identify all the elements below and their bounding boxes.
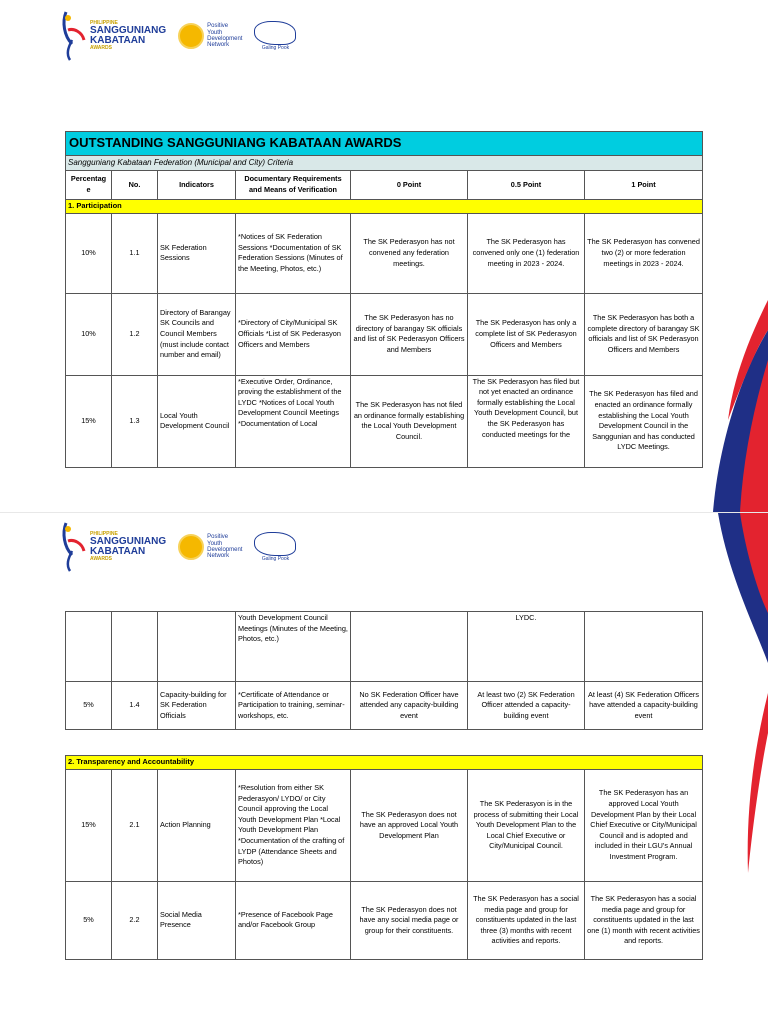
- galing-pook-logo: [254, 532, 296, 562]
- indicator-cell: Directory of Barangay SK Councils and Council Members (must include contact number and email): [158, 293, 236, 375]
- indicator-cell: Social Media Presence: [158, 881, 236, 959]
- criteria-table-continued: [65, 611, 703, 730]
- logo-bar: [60, 521, 296, 573]
- number-cell: 1.2: [112, 293, 158, 375]
- logo-line-1: SANGGUNIANG: [90, 536, 167, 547]
- sun-icon: [178, 534, 204, 560]
- document-subtitle: Sangguniang Kabataan Federation (Municipal and City) Criteria: [66, 155, 703, 170]
- indicator-cell: Local Youth Development Council: [158, 375, 236, 467]
- col-header: 1 Point: [585, 170, 703, 199]
- sk-star-icon: [60, 10, 86, 62]
- half-point-cell: At least two (2) SK Federation Officer attended a capacity- building event: [468, 682, 585, 730]
- one-point-cell: The SK Pederasyon has filed and enacted an ordinance formally establishing the Local Youth Development Council in the Sanggunian and has conducted LYDC Meetings.: [585, 375, 703, 467]
- pydn-logo: [178, 23, 242, 49]
- zero-point-cell: The SK Pederasyon has not filed an ordinance formally establishing the Local Youth Development Council.: [351, 375, 468, 467]
- number-cell: 2.2: [112, 881, 158, 959]
- col-header: 0 Point: [351, 170, 468, 199]
- logo-line-1: SANGGUNIANG: [90, 25, 167, 36]
- half-point-cell: The SK Pederasyon has filed but not yet enacted an ordinance formally establishing the Local Youth Development Council, but the SK Pederasyon has conducted meetings for the: [468, 375, 585, 467]
- percentage-cell: [66, 612, 112, 682]
- one-point-cell: At least (4) SK Federation Officers have attended a capacity-building event: [585, 682, 703, 730]
- page-2: [0, 512, 768, 1025]
- table-row: [66, 213, 703, 293]
- logo-line-2: KABATAAN: [90, 35, 146, 46]
- section-heading: 2. Transparency and Accountability: [66, 756, 703, 770]
- sk-awards-logo: [60, 521, 166, 573]
- table-row: [66, 769, 703, 881]
- one-point-cell: The SK Pederasyon has both a complete directory of barangay SK officials and list of SK Pederasyon Officers and Members: [585, 293, 703, 375]
- docs-cell: *Executive Order, Ordinance, proving the establishment of the LYDC *Notices of Local Youth Development Council Meetings *Documentation of Local: [236, 375, 351, 467]
- galing-pook-icon: [254, 532, 296, 556]
- percentage-cell: 15%: [66, 769, 112, 881]
- percentage-cell: 5%: [66, 682, 112, 730]
- number-cell: 2.1: [112, 769, 158, 881]
- galing-pook-logo: [254, 21, 296, 51]
- table-row: [66, 375, 703, 467]
- criteria-table: [65, 131, 703, 468]
- sk-awards-logo: [60, 10, 166, 62]
- table-row: [66, 293, 703, 375]
- pydn-line: Youth: [207, 29, 223, 36]
- table-header: [66, 170, 703, 199]
- docs-cell: Youth Development Council Meetings (Minutes of the Meeting, Photos, etc.): [236, 612, 351, 682]
- pydn-line: Development: [207, 36, 243, 42]
- docs-cell: *Notices of SK Federation Sessions *Documentation of SK Federation Sessions (Minutes of the Meeting, Photos, etc.): [236, 213, 351, 293]
- one-point-cell: The SK Pederasyon has an approved Local Youth Development Plan by their Local Chief Executive or City/Municipal Council and is adopted and included in their LGU's Annual Investment Program.: [585, 769, 703, 881]
- half-point-cell: LYDC.: [468, 612, 585, 682]
- pydn-line: Development: [207, 547, 243, 553]
- one-point-cell: [585, 612, 703, 682]
- logo-caption-2: AWARDS: [90, 556, 112, 562]
- half-point-cell: The SK Pederasyon is in the process of submitting their Local Youth Development Plan to the Local Chief Executive or City/Municipal Council.: [468, 769, 585, 881]
- logo-bar: [60, 10, 296, 62]
- page-1: [0, 0, 768, 512]
- percentage-cell: 15%: [66, 375, 112, 467]
- indicator-cell: Action Planning: [158, 769, 236, 881]
- half-point-cell: The SK Pederasyon has only a complete list of SK Pederasyon Officers and Members: [468, 293, 585, 375]
- galing-pook-icon: [254, 21, 296, 45]
- indicator-cell: SK Federation Sessions: [158, 213, 236, 293]
- pydn-line: Network: [207, 42, 230, 49]
- zero-point-cell: The SK Pederasyon has not convened any federation meetings.: [351, 213, 468, 293]
- galing-pook-label: Galing Pook: [261, 45, 290, 51]
- percentage-cell: 5%: [66, 881, 112, 959]
- col-header: Percentag e: [66, 170, 112, 199]
- col-header: No.: [112, 170, 158, 199]
- pydn-line: Positive: [207, 534, 229, 541]
- galing-pook-label: Galing Pook: [261, 556, 290, 562]
- half-point-cell: The SK Pederasyon has a social media page and group for constituents updated in the last three (3) months with recent activities and reports.: [468, 881, 585, 959]
- section-heading: 1. Participation: [66, 199, 703, 213]
- zero-point-cell: [351, 612, 468, 682]
- logo-caption-2: AWARDS: [90, 45, 112, 51]
- col-header: Documentary Requirements and Means of Verification: [236, 170, 351, 199]
- docs-cell: *Directory of City/Municipal SK Officials *List of SK Pederasyon Officers and Members: [236, 293, 351, 375]
- percentage-cell: 10%: [66, 293, 112, 375]
- col-header: Indicators: [158, 170, 236, 199]
- docs-cell: *Resolution from either SK Pederasyon/ LYDO/ or City Council approving the Local Youth Development Plan *Local Youth Development Plan *Documentation of the crafting of LYDP (Attendance Sheets and Photos): [236, 769, 351, 881]
- table-row: [66, 612, 703, 682]
- one-point-cell: The SK Pederasyon has convened two (2) or more federation meetings in 2023 - 2024.: [585, 213, 703, 293]
- sun-icon: [178, 23, 204, 49]
- number-cell: 1.4: [112, 682, 158, 730]
- sk-star-icon: [60, 521, 86, 573]
- half-point-cell: The SK Pederasyon has convened only one (1) federation meeting in 2023 - 2024.: [468, 213, 585, 293]
- number-cell: 1.1: [112, 213, 158, 293]
- pydn-logo: [178, 534, 242, 560]
- table-row: [66, 682, 703, 730]
- pydn-line: Positive: [207, 23, 229, 30]
- number-cell: 1.3: [112, 375, 158, 467]
- number-cell: [112, 612, 158, 682]
- pydn-line: Network: [207, 553, 230, 560]
- document-title: OUTSTANDING SANGGUNIANG KABATAAN AWARDS: [66, 132, 703, 156]
- table-row: [66, 881, 703, 959]
- logo-caption: PHILIPPINE: [90, 531, 118, 537]
- indicator-cell: Capacity-building for SK Federation Officials: [158, 682, 236, 730]
- logo-line-2: KABATAAN: [90, 546, 146, 557]
- indicator-cell: [158, 612, 236, 682]
- zero-point-cell: No SK Federation Officer have attended any capacity-building event: [351, 682, 468, 730]
- col-header: 0.5 Point: [468, 170, 585, 199]
- pydn-line: Youth: [207, 540, 223, 547]
- criteria-table-section-2: [65, 755, 703, 960]
- zero-point-cell: The SK Pederasyon does not have any social media page or group for their constituents.: [351, 881, 468, 959]
- zero-point-cell: The SK Pederasyon has no directory of barangay SK officials and list of SK Pederasyon Officers and Members: [351, 293, 468, 375]
- docs-cell: *Presence of Facebook Page and/or Facebook Group: [236, 881, 351, 959]
- one-point-cell: The SK Pederasyon has a social media page and group for constituents updated in the last one (1) month with recent activities and reports.: [585, 881, 703, 959]
- docs-cell: *Certificate of Attendance or Participation to training, seminar- workshops, etc.: [236, 682, 351, 730]
- percentage-cell: 10%: [66, 213, 112, 293]
- logo-caption: PHILIPPINE: [90, 20, 118, 26]
- zero-point-cell: The SK Pederasyon does not have an approved Local Youth Development Plan: [351, 769, 468, 881]
